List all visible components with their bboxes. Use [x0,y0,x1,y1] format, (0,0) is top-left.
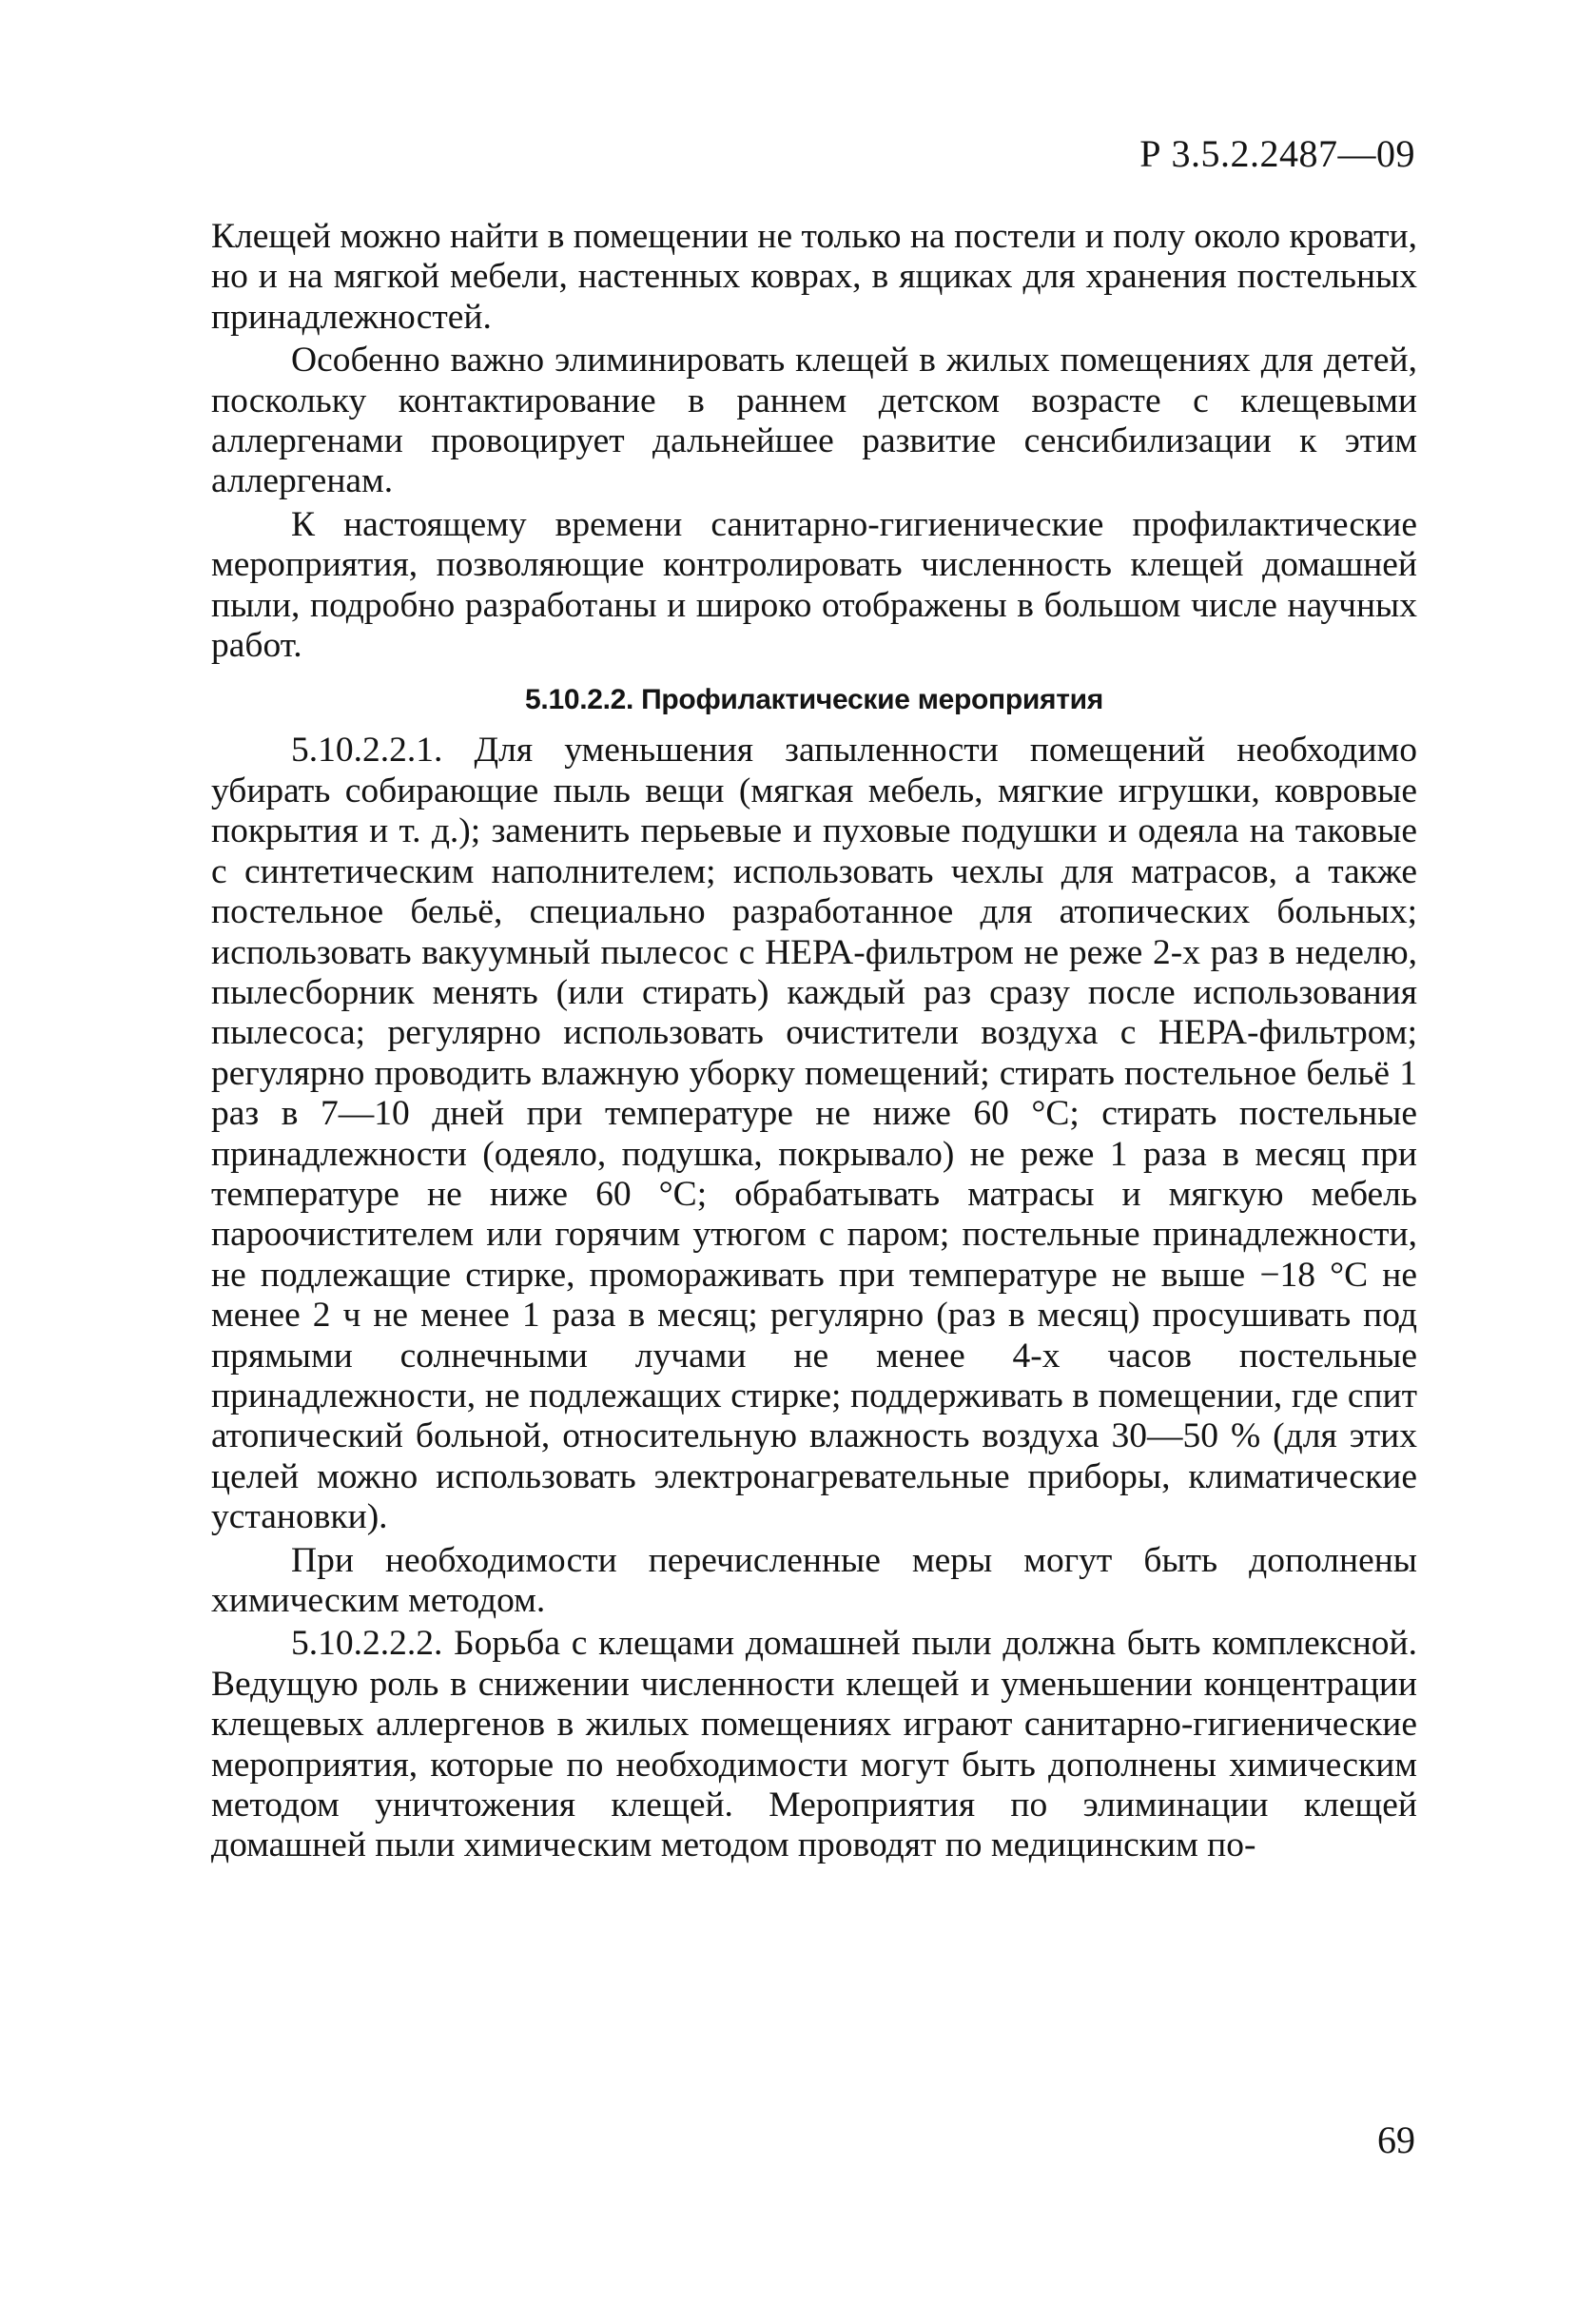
paragraph: При необходимости перечисленные меры могут быть дополнены химическим методом. [211,1540,1417,1620]
page-number: 69 [1377,2118,1415,2161]
paragraph: 5.10.2.2.1. Для уменьшения запыленности помещений необходимо убирать собирающие пыль вещи (мягкая мебель, мягкие игрушки, ковровые покрытия и т. д.); заменить перьевые и пуховые подушки и одеяла на таковые с синтетическим наполнителем; использовать чехлы для матрасов, а также постельное бельё, специально разработанное для атопических больных; использовать вакуумный пылесос с НЕРА-фильтром не реже 2-х раз в неделю, пылесборник менять (или стирать) каждый раз сразу после использования пылесоса; регулярно использовать очистители воздуха с НЕРА-фильтром; регулярно проводить влажную уборку помещений; стирать постельное бельё 1 раз в 7—10 дней при температуре не ниже 60 °С; стирать постельные принадлежности (одеяло, подушка, покрывало) не реже 1 раза в месяц при температуре не ниже 60 °С; обрабатывать матрасы и мягкую мебель пароочистителем или горячим утюгом с паром; постельные принадлежности, не подлежащие стирке, промораживать при температуре не выше −18 °С не менее 2 ч не менее 1 раза в месяц; регулярно (раз в месяц) просушивать под прямыми солнечными лучами не менее 4-х часов постельные принадлежности, не подлежащих стирке; поддерживать в помещении, где спит атопический больной, относительную влажность воздуха 30—50 % (для этих целей можно использовать электронагревательные приборы, климатические установки). [211,731,1417,1537]
section-heading: 5.10.2.2. Профилактические мероприятия [525,684,1103,716]
paragraph: 5.10.2.2.2. Борьба с клещами домашней пыли должна быть комплексной. Ведущую роль в снижении численности клещей и уменьшении концентрации клещевых аллергенов в жилых помещениях играют санитарно-гигиенические мероприятия, которые по необходимости могут быть дополнены химическим методом уничтожения клещей. Мероприятия по элиминации клещей домашней пыли химическим методом проводят по медицинским по- [211,1624,1417,1865]
page-body [211,217,1417,1866]
paragraph: Клещей можно найти в помещении не только на постели и полу около кровати, но и на мягкой мебели, настенных коврах, в ящиках для хранения постельных принадлежностей. [211,217,1417,337]
paragraph: К настоящему времени санитарно-гигиенические профилактические мероприятия, позволяющие контролировать численность клещей домашней пыли, подробно разработаны и широко отображены в большом числе научных работ. [211,504,1417,666]
paragraph: Особенно важно элиминировать клещей в жилых помещениях для детей, поскольку контактирование в раннем детском возрасте с клещевыми аллергенами провоцирует дальнейшее развитие сенсибилизации к этим аллергенам. [211,341,1417,501]
document-code: Р 3.5.2.2487—09 [1139,132,1415,175]
